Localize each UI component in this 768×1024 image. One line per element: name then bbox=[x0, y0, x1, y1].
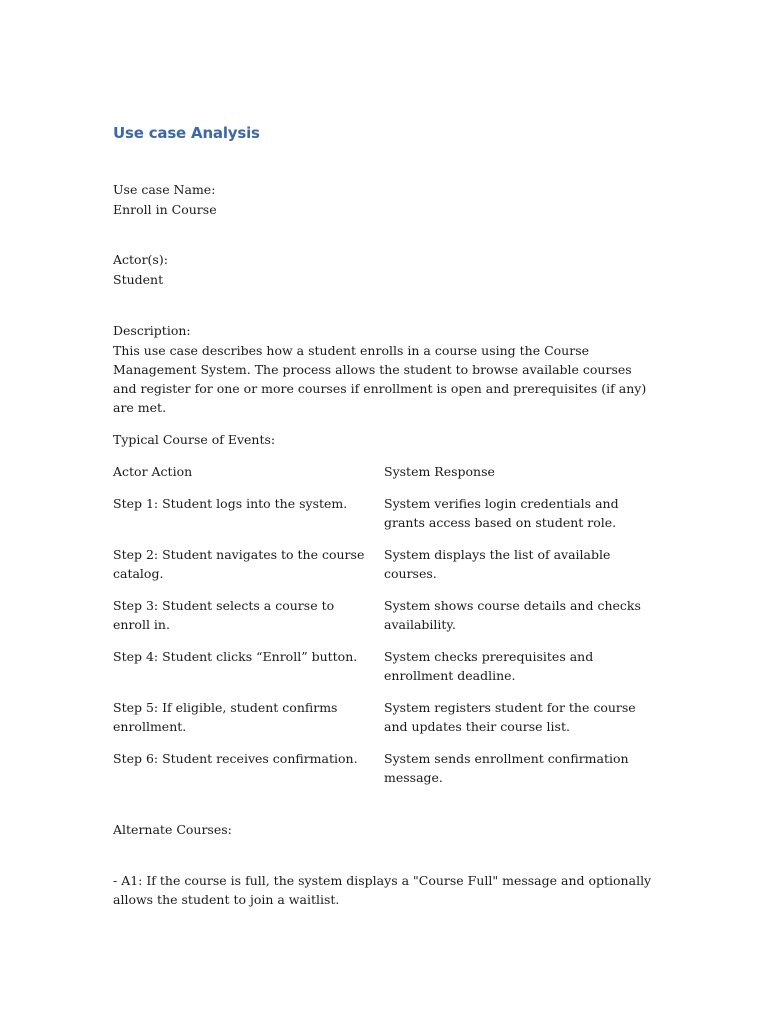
step-5-system: System registers student for the course and updates their course list. bbox=[384, 700, 636, 734]
step-3-actor: Step 3: Student selects a course to enroll in. bbox=[113, 598, 335, 632]
use-case-name-value: Enroll in Course bbox=[113, 202, 217, 217]
use-case-name-label: Use case Name: bbox=[113, 182, 216, 197]
description-text: This use case describes how a student enrolls in a course using the Course Management System. The process allows the student to browse available courses and register for one or more courses if enrollment is open and prerequisites (if any) are met. bbox=[113, 343, 647, 415]
column-header-actor: Actor Action bbox=[113, 464, 193, 479]
step-6-actor: Step 6: Student receives confirmation. bbox=[113, 751, 358, 766]
page-title: Use case Analysis bbox=[113, 124, 260, 142]
step-5-actor: Step 5: If eligible, student confirms enrollment. bbox=[113, 700, 338, 734]
actors-label: Actor(s): bbox=[113, 252, 168, 267]
alternate-courses-label: Alternate Courses: bbox=[113, 822, 232, 837]
events-label: Typical Course of Events: bbox=[113, 432, 276, 447]
description-label: Description: bbox=[113, 323, 191, 338]
step-1-system: System verifies login credentials and grants access based on student role. bbox=[384, 496, 619, 530]
actors-value: Student bbox=[113, 272, 164, 287]
step-3-system: System shows course details and checks availability. bbox=[384, 598, 641, 632]
step-2-system: System displays the list of available courses. bbox=[384, 547, 611, 581]
column-header-system: System Response bbox=[384, 464, 495, 479]
step-4-system: System checks prerequisites and enrollment deadline. bbox=[384, 649, 594, 683]
alternate-a1: - A1: If the course is full, the system displays a "Course Full" message and optionally allows the student to join a waitlist. bbox=[113, 873, 652, 907]
step-2-actor: Step 2: Student navigates to the course catalog. bbox=[113, 547, 365, 581]
step-6-system: System sends enrollment confirmation message. bbox=[384, 751, 629, 785]
step-1-actor: Step 1: Student logs into the system. bbox=[113, 496, 348, 511]
step-4-actor: Step 4: Student clicks “Enroll” button. bbox=[113, 649, 358, 664]
